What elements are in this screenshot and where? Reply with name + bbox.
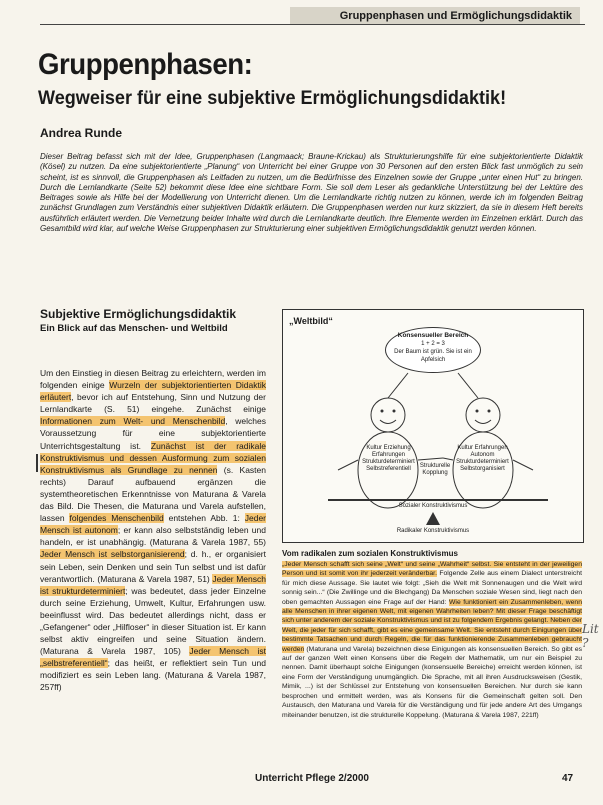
left-text-highlight: Jeder Mensch ist strukturdeterminiert	[40, 573, 266, 596]
weltbild-figure	[282, 309, 584, 543]
left-text-segment: ; was bedeutet, dass jeder Einzelne durch seine Erziehung, Umwelt, Kultur, Erfahrungen usw. beeinflusst wird. Das bedeutet allerdings nicht, dass er „Gefangener“ oder „Hilfloser“ in dieser Situation ist. Er kann selbst aktiv eingreifen und seine Situation ändern. (Maturana & Varela 1987, 105)	[40, 585, 266, 657]
consensus-title: Konsensueller Bereich	[397, 332, 469, 339]
box-title: Vom radikalen zum sozialen Konstruktivismus	[282, 549, 458, 558]
left-text-segment: , bevor ich auf Entstehung, Sinn und Nutzung der Lernlandkarte (S. 51) eingehe. Zunächst einige	[40, 392, 266, 415]
right-text-highlight: „Jeder Mensch schafft sich seine „Welt“ und seine „Wahrheit“ selbst. Sie entsteht in der jeweiligen Person und ist somit von ihr jederzeit veränderbar.	[282, 561, 582, 578]
consensus-formula: 1 + 2 = 3	[421, 341, 445, 347]
left-text-highlight: Jeder Mensch ist „selbstreferentiell“	[40, 646, 266, 669]
person-left-terms: Kultur Erziehung Erfahrungen Strukturdeterminiert Selbstreferentiell	[362, 445, 415, 472]
social-constructivism-label: Sozialer Konstruktivismus	[398, 503, 468, 509]
header-rule	[40, 24, 585, 25]
left-text-segment: ; das heißt, er reflektiert sein Tun und modifiziert es sein Leben lang. (Maturana & Varela 1987, 257ff)	[40, 658, 266, 693]
left-text-highlight: Zunächst ist der radikale Konstruktivismus und dessen Ausformung zum sozialen Konstruktivismus als Grundlage zu nennen	[40, 440, 266, 475]
left-text-segment: Um den Einstieg in diesen Beitrag zu erleichtern, werden im folgenden einige	[40, 368, 266, 391]
left-text-highlight: folgendes Menschenbild	[69, 513, 164, 524]
left-text-highlight: Jeder Mensch ist selbstorganisierend	[40, 549, 185, 560]
left-text-segment: entstehen Abb. 1:	[163, 513, 245, 524]
consensus-text: Der Baum ist grün. Sie ist ein Apfelsich	[394, 349, 472, 363]
margin-mark	[36, 454, 38, 472]
handwritten-margin-note: Lit ?	[582, 622, 599, 650]
left-text-segment: (s. Kasten rechts) Darauf aufbauend ergänzen die systemtheoretischen Erkenntnisse von Maturana & Varela das Bild. Die Thesen, die Maturana und Varela aufstellen, lassen	[40, 464, 266, 524]
person-right-terms: Kultur Erfahrungen Autonom Strukturdeterminiert Selbstorganisiert	[456, 445, 509, 472]
right-text-highlight: Wie funktioniert ein Zusammenleben, wenn alle Menschen in ihrer eigenen Welt, mit eigenen Wahrheiten leben? Mit dieser Frage beschäftigt sich unter anderem der soziale Konstruktivismus und ist zu folgendem Ergebnis gelangt. Neben der Welt, die jeder für sich schafft, gibt es eine gemeinsame Welt. Sie entsteht durch Einigungen über bestimmte Tatsachen und durch Regeln, die für das funktionierende Zusammenleben gebraucht werden	[282, 598, 582, 653]
left-text-highlight: Wurzeln der subjektorientierten Didaktik erläutert	[40, 380, 266, 403]
author: Andrea Runde	[40, 126, 123, 140]
left-text-highlight: Jeder Mensch ist autonom	[40, 513, 266, 536]
left-text-segment: , welches Voraussetzung für eine subjektorientierte Unterrichtsgestaltung ist.	[40, 416, 266, 451]
left-text-highlight: Informationen zum Welt- und Menschenbild	[40, 416, 226, 427]
running-head: Gruppenphasen und Ermöglichungsdidaktik	[290, 7, 580, 25]
article-title: Gruppenphasen:	[38, 48, 253, 81]
section-title: Subjektive Ermöglichungsdidaktik	[40, 307, 237, 321]
left-text-segment: ; d. h., er organisiert sein Leben, sein Denken und sein Tun selbst und ist dafür verantwortlich. (Maturana & Varela 1987, 51)	[40, 549, 266, 584]
figure-label: „Weltbild“	[289, 316, 333, 326]
abstract: Dieser Beitrag befasst sich mit der Idee, Gruppenphasen (Langmaack; Braune-Krickau) als Strukturierungshilfe für eine subjektorientierte Didaktik (Kösel) zu nutzen. Da eine subjektorientierte „Planung“ von Unterricht bei einer Gruppe von 30 Personen auf den ersten Blick fast unmöglich zu sein scheint, ist es sinnvoll, die Gruppenphasen als Leitfaden zu nutzen, um die Bedürfnisse des Einzelnen sowie der Gruppe „unter einen Hut“ zu bringen. Durch die Lernlandkarte (Seite 52) bekommt diese Idee eine sichtbare Form. Sie soll dem Leser als gedankliche Unterstützung bei der Lektüre des Beitrages sowie als Hilfe bei der Modellierung von Unterricht dienen. Um die Lernlandkarte richtig nutzen zu können, werde ich im folgenden Beitrag zunächst Grundlagen zum Verständnis einer subjektiven Didaktik erläutern. Die Gruppenphasen werden nur kurz skizziert, da sie in diesem Heft bereits ausführlich erläutert werden. Die Vernetzung beider Inhalte wird durch die Lernlandkarte deutlich. Ihre Elemente werden im Einzelnen erklärt. Durch das Gesamtbild wird klar, auf welche Weise Gruppenphasen zur Strukturierung einer subjektiven Ermöglichungsdidaktik genutzt werden können.	[40, 152, 583, 234]
right-text-segment: (Maturana und Varela) bezeichnen diese Einigungen als konsensuellen Bereich. So gibt es auf der ganzen Welt einen Konsens über die Regeln der Mathematik, um nur ein Beispiel zu nennen. Damit überhaupt solche Einigungen (konsensuelle Bereiche) erreicht werden können, ist eine Form der Verständigung unumgänglich. Die Sprache, mit all ihren Ausdrucksweisen (Gestik, Mimik, ...) ist der Schlüssel zur Entstehung von konsensuellen Bereichen. Nur durch sie kann besprochen und ermittelt werden, was als Konsens für die Gemeinschaft gelten soll. Den Austausch, den Maturana und Varela für die Verständigung und für jede andere Art des Umgangs miteinander benutzen, ist die strukturelle Koppelung. (Maturana & Varela 1987, 221ff)	[282, 645, 582, 719]
left-text-segment: ; er kann also selbstständig leben und handeln, er ist unabhängig. (Maturana & Varela 1987, 55)	[40, 525, 266, 548]
section-subtitle: Ein Blick auf das Menschen- und Weltbild	[40, 323, 228, 334]
right-column-text	[282, 560, 582, 720]
left-column-text	[40, 367, 266, 694]
coupling-label: Strukturelle Kopplung	[419, 463, 451, 476]
footer-journal: Unterricht Pflege 2/2000	[255, 773, 369, 784]
article-subtitle: Wegweiser für eine subjektive Ermöglichungsdidaktik!	[38, 88, 507, 109]
radical-constructivism-label: Radikaler Konstruktivismus	[396, 528, 470, 534]
page-number: 47	[562, 773, 574, 784]
right-text-segment: Folgende Zelle aus einem Dialect unterstreicht für mich diese Aussage. Sie lautet wie folgt: „Sieh die Welt mit Sonnenaugen und die Welt wird sonnig sein...“ (Die Zwillinge und die Blechgang) Da Menschen soziale Wesen sind, liegt nach den oben gemachten Aussagen eine Frage auf der Hand:	[282, 570, 582, 606]
